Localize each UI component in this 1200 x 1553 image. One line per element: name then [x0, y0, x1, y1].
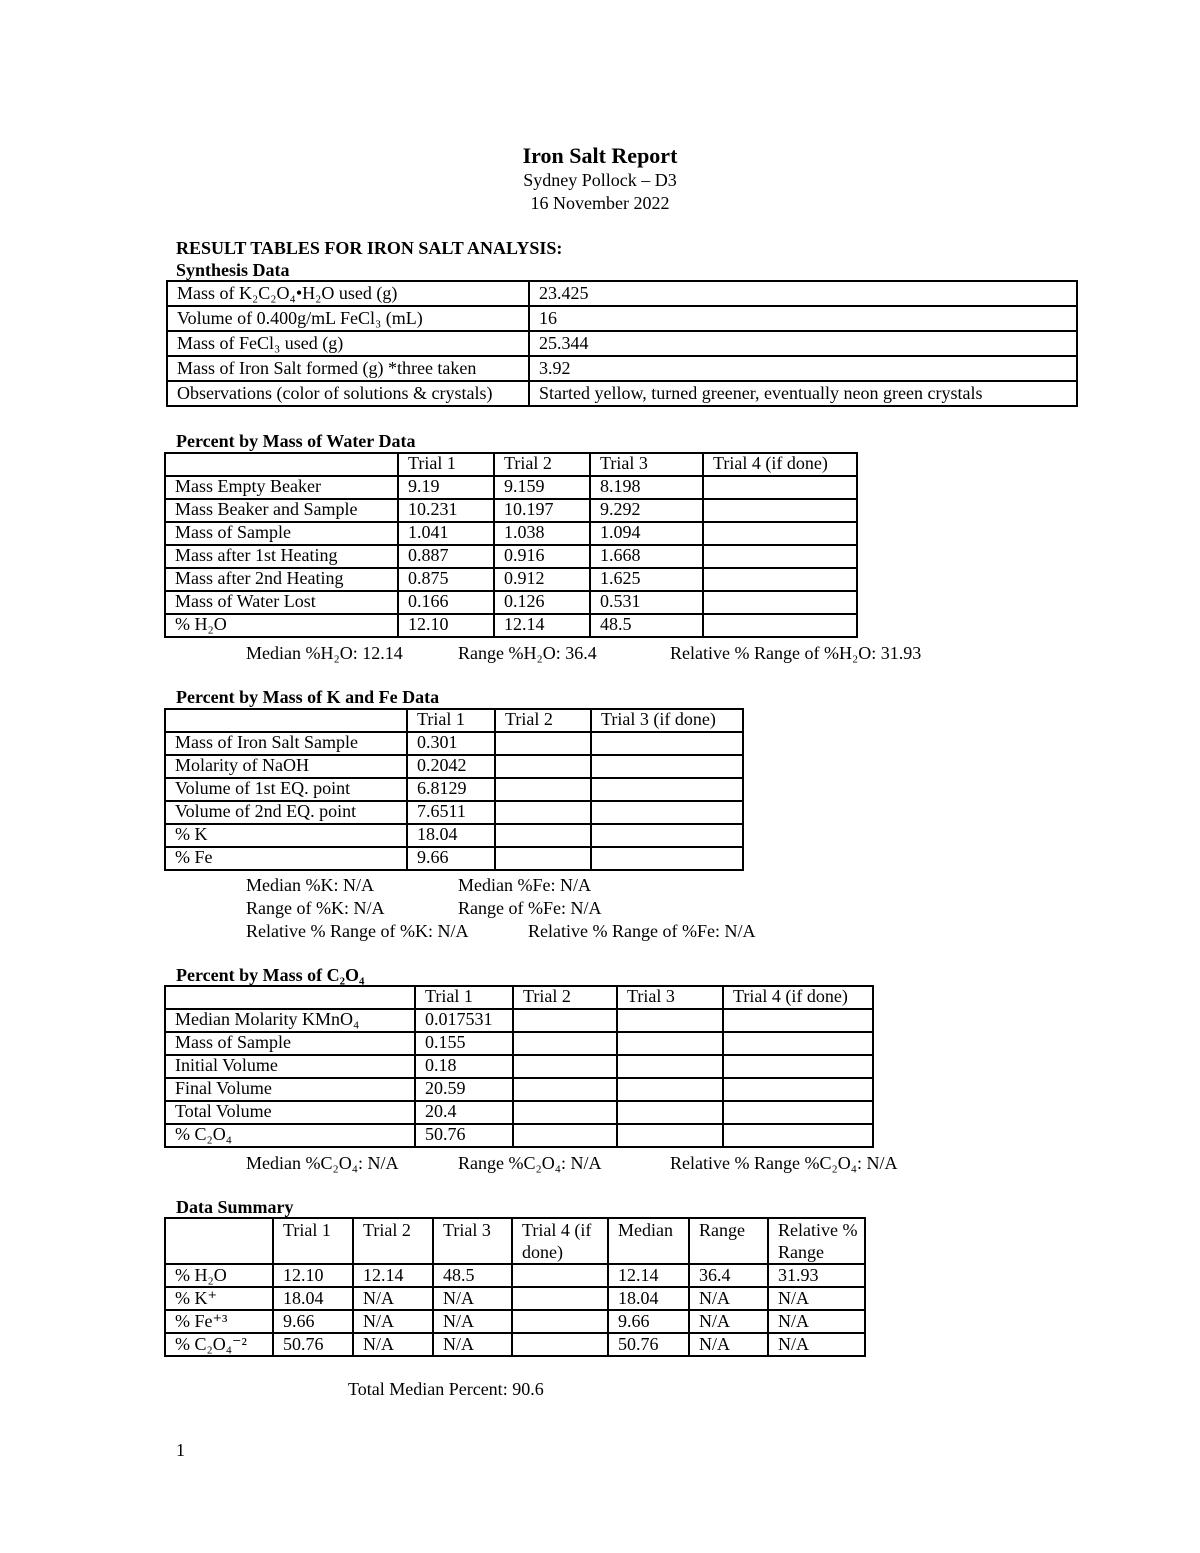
water-cell: 0.166	[398, 591, 494, 614]
summary-header-cell: Median	[608, 1218, 689, 1264]
kfe-cell: Volume of 1st EQ. point	[165, 778, 407, 801]
water-row	[165, 545, 857, 568]
synthesis-row	[167, 306, 1077, 331]
kfe-row	[165, 801, 743, 824]
c2o4-cell	[723, 1032, 873, 1055]
kfe-heading: Percent by Mass of K and Fe Data	[176, 687, 440, 707]
summary-cell: 12.14	[608, 1264, 689, 1287]
kfe-median-k: Median %K: N/A	[246, 875, 374, 895]
c2o4-row	[165, 1009, 873, 1032]
c2o4-cell: Final Volume	[165, 1078, 415, 1101]
water-cell: 9.292	[590, 499, 703, 522]
water-cell: 1.038	[494, 522, 590, 545]
c2o4-cell	[513, 1055, 617, 1078]
kfe-cell	[495, 755, 591, 778]
synthesis-heading: Synthesis Data	[176, 260, 290, 280]
water-row	[165, 614, 857, 637]
kfe-cell: 0.2042	[407, 755, 495, 778]
summary-cell: % C₂O₄⁻²	[165, 1333, 273, 1356]
c2o4-cell	[513, 1124, 617, 1147]
c2o4-row	[165, 1055, 873, 1078]
kfe-row	[165, 778, 743, 801]
synthesis-value: 3.92	[529, 356, 1077, 381]
water-cell: 1.041	[398, 522, 494, 545]
kfe-relative-k: Relative % Range of %K: N/A	[246, 921, 469, 941]
page-number: 1	[176, 1440, 185, 1460]
summary-header-cell: Trial 3	[433, 1218, 512, 1264]
c2o4-cell	[617, 1078, 723, 1101]
water-cell: 10.231	[398, 499, 494, 522]
kfe-header-cell: Trial 1	[407, 709, 495, 732]
summary-header-cell: Relative % Range	[768, 1218, 865, 1264]
kfe-range-fe: Range of %Fe: N/A	[458, 898, 602, 918]
c2o4-cell	[617, 1032, 723, 1055]
summary-cell	[512, 1310, 608, 1333]
c2o4-cell: Initial Volume	[165, 1055, 415, 1078]
water-cell: 9.19	[398, 476, 494, 499]
c2o4-cell: 0.155	[415, 1032, 513, 1055]
water-cell: 1.668	[590, 545, 703, 568]
summary-cell: N/A	[768, 1333, 865, 1356]
c2o4-header-cell: Trial 4 (if done)	[723, 986, 873, 1009]
water-cell: 0.912	[494, 568, 590, 591]
c2o4-cell: Total Volume	[165, 1101, 415, 1124]
c2o4-cell	[513, 1009, 617, 1032]
c2o4-relative-range: Relative % Range %C₂O₄: N/A	[670, 1153, 898, 1173]
kfe-cell	[495, 778, 591, 801]
water-row	[165, 568, 857, 591]
synthesis-row	[167, 356, 1077, 381]
water-header-cell: Trial 4 (if done)	[703, 453, 857, 476]
summary-row	[165, 1287, 865, 1310]
water-cell: % H₂O	[165, 614, 398, 637]
kfe-cell: Mass of Iron Salt Sample	[165, 732, 407, 755]
c2o4-cell: Median Molarity KMnO₄	[165, 1009, 415, 1032]
c2o4-cell	[513, 1032, 617, 1055]
summary-cell: 12.14	[353, 1264, 433, 1287]
kfe-cell: % K	[165, 824, 407, 847]
report-date: 16 November 2022	[530, 193, 670, 213]
kfe-cell	[591, 801, 743, 824]
c2o4-cell: 0.017531	[415, 1009, 513, 1032]
water-cell	[703, 499, 857, 522]
kfe-cell: 7.6511	[407, 801, 495, 824]
summary-cell: N/A	[433, 1333, 512, 1356]
water-cell	[703, 476, 857, 499]
synthesis-row	[167, 381, 1077, 406]
kfe-cell	[591, 778, 743, 801]
water-cell: 8.198	[590, 476, 703, 499]
summary-cell: 18.04	[608, 1287, 689, 1310]
summary-cell	[512, 1287, 608, 1310]
kfe-table	[164, 708, 744, 871]
water-cell: Mass Beaker and Sample	[165, 499, 398, 522]
c2o4-cell	[723, 1101, 873, 1124]
report-title: Iron Salt Report	[522, 143, 678, 168]
kfe-cell: 6.8129	[407, 778, 495, 801]
c2o4-cell	[723, 1009, 873, 1032]
c2o4-cell: 20.59	[415, 1078, 513, 1101]
summary-header-cell: Range	[689, 1218, 768, 1264]
water-cell: Mass of Water Lost	[165, 591, 398, 614]
synthesis-value: Started yellow, turned greener, eventually neon green crystals	[529, 381, 1077, 406]
kfe-cell: Molarity of NaOH	[165, 755, 407, 778]
summary-header-cell: Trial 1	[273, 1218, 353, 1264]
c2o4-median: Median %C₂O₄: N/A	[246, 1153, 399, 1173]
water-cell	[703, 591, 857, 614]
water-cell: Mass after 1st Heating	[165, 545, 398, 568]
kfe-median-fe: Median %Fe: N/A	[458, 875, 591, 895]
water-header-row	[165, 453, 857, 476]
kfe-header-cell: Trial 2	[495, 709, 591, 732]
water-cell	[703, 614, 857, 637]
kfe-header-cell	[165, 709, 407, 732]
summary-cell: N/A	[768, 1310, 865, 1333]
water-cell: 0.875	[398, 568, 494, 591]
c2o4-cell	[723, 1078, 873, 1101]
kfe-header-cell: Trial 3 (if done)	[591, 709, 743, 732]
water-cell: 0.916	[494, 545, 590, 568]
c2o4-header-cell: Trial 1	[415, 986, 513, 1009]
summary-header-cell: Trial 2	[353, 1218, 433, 1264]
water-cell: 1.625	[590, 568, 703, 591]
summary-cell: 12.10	[273, 1264, 353, 1287]
c2o4-cell	[723, 1055, 873, 1078]
kfe-cell: 0.301	[407, 732, 495, 755]
water-header-cell: Trial 3	[590, 453, 703, 476]
synthesis-value: 23.425	[529, 281, 1077, 306]
summary-header-row	[165, 1218, 865, 1264]
summary-cell: N/A	[689, 1310, 768, 1333]
c2o4-cell	[513, 1101, 617, 1124]
c2o4-heading: Percent by Mass of C₂O₄	[176, 965, 365, 985]
summary-cell: N/A	[768, 1287, 865, 1310]
c2o4-cell	[513, 1078, 617, 1101]
water-cell	[703, 568, 857, 591]
c2o4-header-row	[165, 986, 873, 1009]
water-cell: 48.5	[590, 614, 703, 637]
c2o4-cell	[723, 1124, 873, 1147]
water-cell: 9.159	[494, 476, 590, 499]
water-cell: 0.126	[494, 591, 590, 614]
c2o4-cell	[617, 1055, 723, 1078]
summary-cell: 9.66	[273, 1310, 353, 1333]
c2o4-cell: 50.76	[415, 1124, 513, 1147]
summary-cell: N/A	[689, 1333, 768, 1356]
water-cell: 0.531	[590, 591, 703, 614]
c2o4-header-cell: Trial 3	[617, 986, 723, 1009]
water-row	[165, 522, 857, 545]
water-cell: Mass of Sample	[165, 522, 398, 545]
synthesis-value: 25.344	[529, 331, 1077, 356]
summary-row	[165, 1310, 865, 1333]
water-row	[165, 591, 857, 614]
summary-cell: N/A	[433, 1287, 512, 1310]
summary-row	[165, 1333, 865, 1356]
summary-cell: N/A	[689, 1287, 768, 1310]
total-median-percent: Total Median Percent: 90.6	[348, 1379, 544, 1399]
kfe-row	[165, 824, 743, 847]
summary-table	[164, 1217, 866, 1357]
synthesis-label: Mass of Iron Salt formed (g) *three taken	[167, 356, 529, 381]
c2o4-row	[165, 1124, 873, 1147]
kfe-cell	[591, 847, 743, 870]
synthesis-label: Mass of K₂C₂O₄•H₂O used (g)	[167, 281, 529, 306]
kfe-cell	[591, 732, 743, 755]
water-range: Range %H₂O: 36.4	[458, 643, 597, 663]
c2o4-row	[165, 1032, 873, 1055]
c2o4-table	[164, 985, 874, 1148]
summary-cell: % Fe⁺³	[165, 1310, 273, 1333]
water-row	[165, 476, 857, 499]
summary-cell: % K⁺	[165, 1287, 273, 1310]
water-cell: Mass after 2nd Heating	[165, 568, 398, 591]
synthesis-label: Observations (color of solutions & crystals)	[167, 381, 529, 406]
water-header-cell: Trial 1	[398, 453, 494, 476]
kfe-row	[165, 732, 743, 755]
synthesis-label: Mass of FeCl₃ used (g)	[167, 331, 529, 356]
c2o4-range: Range %C₂O₄: N/A	[458, 1153, 602, 1173]
c2o4-cell: 0.18	[415, 1055, 513, 1078]
summary-header-cell	[165, 1218, 273, 1264]
summary-cell: 9.66	[608, 1310, 689, 1333]
kfe-cell: Volume of 2nd EQ. point	[165, 801, 407, 824]
synthesis-row	[167, 331, 1077, 356]
kfe-row	[165, 755, 743, 778]
kfe-cell: % Fe	[165, 847, 407, 870]
summary-cell: 48.5	[433, 1264, 512, 1287]
summary-cell	[512, 1264, 608, 1287]
c2o4-header-cell: Trial 2	[513, 986, 617, 1009]
water-cell: 0.887	[398, 545, 494, 568]
summary-heading: Data Summary	[176, 1197, 294, 1217]
kfe-row	[165, 847, 743, 870]
water-heading: Percent by Mass of Water Data	[176, 431, 416, 451]
summary-cell: 36.4	[689, 1264, 768, 1287]
report-author: Sydney Pollock – D3	[523, 170, 677, 190]
water-cell	[703, 522, 857, 545]
c2o4-row	[165, 1078, 873, 1101]
c2o4-cell	[617, 1124, 723, 1147]
summary-cell: N/A	[353, 1310, 433, 1333]
kfe-cell: 18.04	[407, 824, 495, 847]
kfe-cell	[495, 801, 591, 824]
synthesis-label: Volume of 0.400g/mL FeCl₃ (mL)	[167, 306, 529, 331]
water-cell: Mass Empty Beaker	[165, 476, 398, 499]
synthesis-table	[166, 280, 1078, 407]
summary-cell: 50.76	[608, 1333, 689, 1356]
c2o4-cell: Mass of Sample	[165, 1032, 415, 1055]
water-header-cell	[165, 453, 398, 476]
kfe-cell	[591, 824, 743, 847]
c2o4-row	[165, 1101, 873, 1124]
water-cell: 1.094	[590, 522, 703, 545]
water-row	[165, 499, 857, 522]
water-table	[164, 452, 858, 638]
kfe-range-k: Range of %K: N/A	[246, 898, 385, 918]
kfe-cell	[495, 824, 591, 847]
summary-cell: 31.93	[768, 1264, 865, 1287]
synthesis-row	[167, 281, 1077, 306]
water-cell: 10.197	[494, 499, 590, 522]
kfe-cell	[495, 732, 591, 755]
summary-row	[165, 1264, 865, 1287]
water-cell: 12.14	[494, 614, 590, 637]
summary-cell	[512, 1333, 608, 1356]
c2o4-cell: 20.4	[415, 1101, 513, 1124]
water-median: Median %H₂O: 12.14	[246, 643, 403, 663]
kfe-cell	[591, 755, 743, 778]
summary-cell: N/A	[353, 1333, 433, 1356]
summary-cell: N/A	[433, 1310, 512, 1333]
summary-header-cell: Trial 4 (if done)	[512, 1218, 608, 1264]
kfe-header-row	[165, 709, 743, 732]
c2o4-cell	[617, 1101, 723, 1124]
results-heading: RESULT TABLES FOR IRON SALT ANALYSIS:	[176, 238, 563, 258]
c2o4-cell	[617, 1009, 723, 1032]
kfe-cell: 9.66	[407, 847, 495, 870]
synthesis-value: 16	[529, 306, 1077, 331]
c2o4-header-cell	[165, 986, 415, 1009]
summary-cell: 50.76	[273, 1333, 353, 1356]
water-cell: 12.10	[398, 614, 494, 637]
water-relative-range: Relative % Range of %H₂O: 31.93	[670, 643, 922, 663]
water-header-cell: Trial 2	[494, 453, 590, 476]
c2o4-cell: % C₂O₄	[165, 1124, 415, 1147]
summary-cell: 18.04	[273, 1287, 353, 1310]
kfe-cell	[495, 847, 591, 870]
summary-cell: N/A	[353, 1287, 433, 1310]
summary-cell: % H₂O	[165, 1264, 273, 1287]
water-cell	[703, 545, 857, 568]
kfe-relative-fe: Relative % Range of %Fe: N/A	[528, 921, 756, 941]
